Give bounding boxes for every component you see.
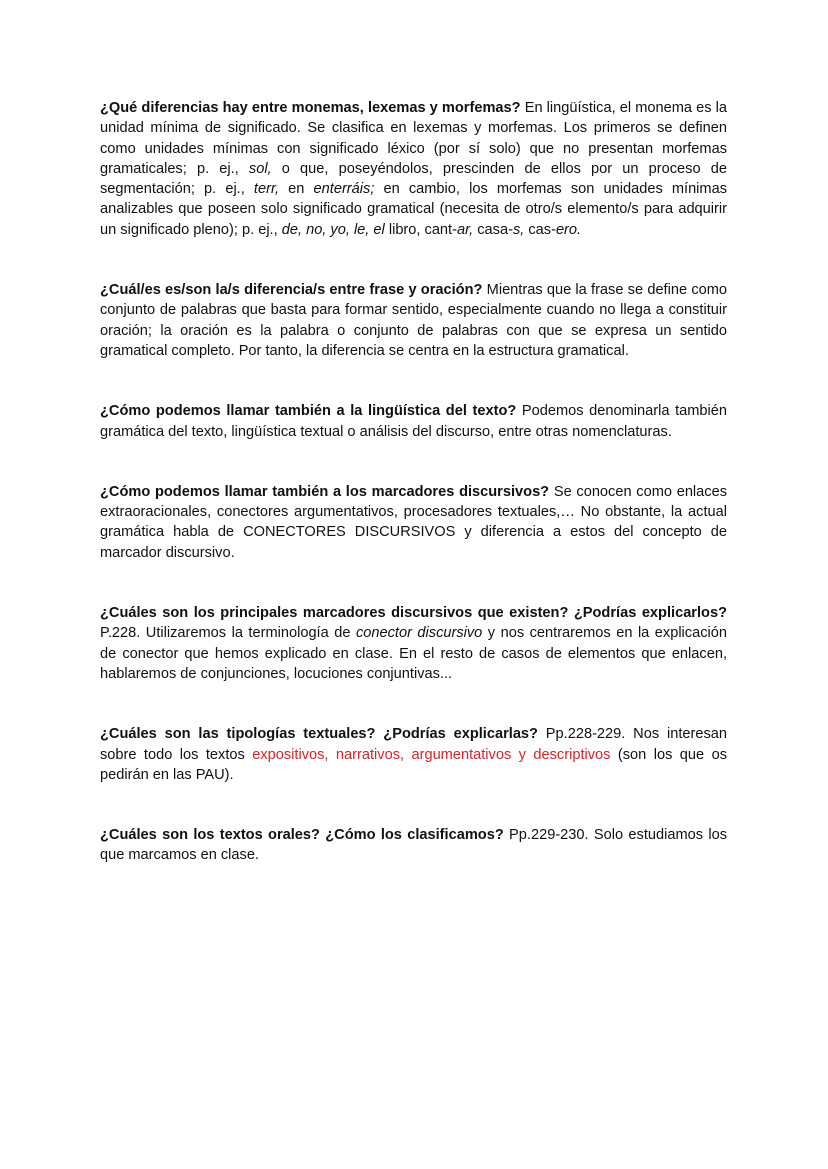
term-italic: conector discursivo bbox=[355, 625, 483, 642]
answer-text: o que, poseyéndolos, prescinden de ellos por un proceso de segmentación; p. ej., bbox=[100, 160, 727, 198]
answer-text: (son los que os pedirán en las PAU). bbox=[100, 746, 727, 783]
example-word: s, bbox=[512, 221, 525, 238]
qa-frase-oracion bbox=[100, 280, 727, 361]
question-heading: ¿Cuáles son los textos orales? ¿Cómo los clasificamos? bbox=[100, 827, 504, 844]
document-page bbox=[100, 98, 727, 866]
answer-text: en cambio, los morfemas son unidades mínimas analizables que poseen solo significado gramatical (necesita de otro/s elemento/s para adquirir un significado pleno); p. ej., bbox=[100, 181, 727, 238]
question-heading: ¿Cuáles son las tipologías textuales? ¿Podrías explicarlas? bbox=[100, 726, 538, 743]
qa-linguistica-texto bbox=[100, 401, 727, 442]
qa-tipologias bbox=[100, 724, 727, 785]
example-word: ero. bbox=[555, 221, 582, 238]
answer-text: en bbox=[279, 181, 314, 198]
answer-text: Pp.229-230. Solo estudiamos los que marcamos en clase. bbox=[100, 827, 728, 864]
example-word: enterráis; bbox=[313, 181, 375, 198]
answer-text: En lingüística, el monema es la unidad mínima de significado. Se clasifica en lexemas y morfemas. Los primeros se definen como unidades mínimas con significado léxico (por sí solo) que no presentan morfemas gramaticales; p. ej., bbox=[100, 100, 727, 177]
qa-marcadores-nombres bbox=[100, 482, 727, 563]
answer-text: Pp.228-229. Nos interesan sobre todo los textos bbox=[100, 726, 727, 763]
answer-text: Podemos denominarla también gramática del texto, lingüística textual o análisis del discurso, entre otras nomenclaturas. bbox=[100, 403, 727, 440]
example-word: de, no, yo, le, el bbox=[281, 221, 385, 238]
question-heading: ¿Cuál/es es/son la/s diferencia/s entre frase y oración? bbox=[100, 282, 483, 299]
question-heading: ¿Cuáles son los principales marcadores discursivos que existen? ¿Podrías explicarlos? bbox=[100, 605, 727, 622]
answer-text: libro, cant- bbox=[384, 221, 457, 238]
answer-text: Mientras que la frase se define como conjunto de palabras que basta para formar sentido, especialmente cuando no llega a constituir oración; la oración es la palabra o conjunto de palabras con que se expresa un sentido gramatical completo. Por tanto, la diferencia se centra en la estructura gramatical. bbox=[100, 282, 728, 359]
example-word: terr, bbox=[253, 181, 280, 198]
qa-marcadores-principales bbox=[100, 603, 727, 684]
answer-text: Se conocen como enlaces extraoracionales, conectores argumentativos, procesadores textuales,… No obstante, la actual gramática habla de CONECTORES DISCURSIVOS y diferencia a estos del concepto de marcador discursivo. bbox=[100, 483, 728, 561]
answer-text: cas- bbox=[524, 221, 556, 238]
qa-monemas bbox=[100, 98, 727, 240]
question-heading: ¿Qué diferencias hay entre monemas, lexemas y morfemas? bbox=[100, 100, 521, 116]
question-heading: ¿Cómo podemos llamar también a los marcadores discursivos? bbox=[100, 483, 550, 500]
question-heading: ¿Cómo podemos llamar también a la lingüística del texto? bbox=[100, 403, 517, 420]
highlighted-text: expositivos, narrativos, argumentativos y descriptivos bbox=[252, 746, 611, 763]
answer-text: casa- bbox=[473, 221, 513, 238]
example-word: sol, bbox=[248, 160, 272, 177]
example-word: ar, bbox=[456, 221, 474, 238]
qa-textos-orales bbox=[100, 825, 727, 866]
answer-text: y nos centraremos en la explicación de conector que hemos explicado en clase. En el resto de casos de elementos que enlacen, hablaremos de conjunciones, locuciones conjuntivas... bbox=[100, 625, 727, 682]
answer-text: P.228. Utilizaremos la terminología de bbox=[100, 625, 356, 642]
